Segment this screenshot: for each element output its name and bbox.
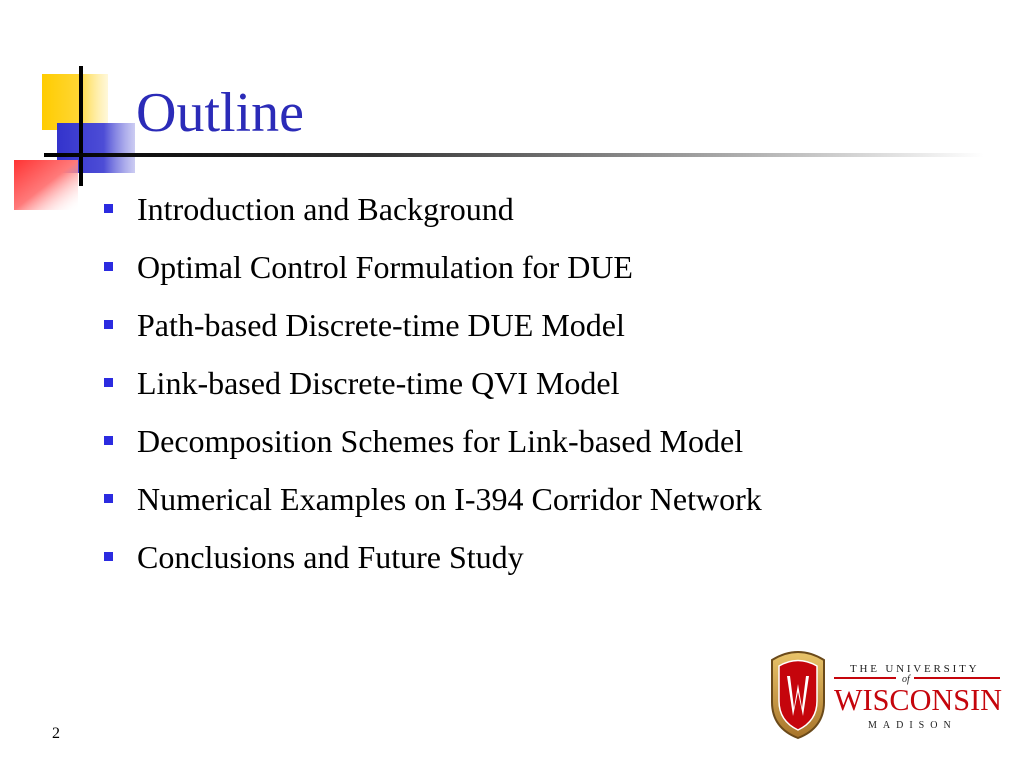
outline-item <box>100 363 790 403</box>
outline-item <box>100 479 790 519</box>
outline-item-text: Conclusions and Future Study <box>137 539 524 575</box>
outline-item-text: Decomposition Schemes for Link-based Model <box>137 423 744 459</box>
outline-item-text: Link-based Discrete-time QVI Model <box>137 365 620 401</box>
logo-line-madison: MADISON <box>868 720 957 731</box>
slide-title: Outline <box>136 82 304 144</box>
crest-icon <box>772 652 824 738</box>
logo-rule-left <box>834 677 896 679</box>
square-bullet-icon <box>104 436 113 445</box>
uw-madison-logo <box>768 646 1008 742</box>
square-bullet-icon <box>104 378 113 387</box>
square-bullet-icon <box>104 320 113 329</box>
outline-item-text: Path-based Discrete-time DUE Model <box>137 307 625 343</box>
logo-line-university: THE UNIVERSITY <box>850 663 980 675</box>
outline-item <box>100 189 790 229</box>
outline-item-text: Numerical Examples on I-394 Corridor Network <box>137 481 762 517</box>
vertical-rule <box>79 66 83 186</box>
yellow-square <box>42 74 108 130</box>
outline-item <box>100 537 790 577</box>
square-bullet-icon <box>104 204 113 213</box>
logo-rule-right <box>914 677 1000 679</box>
page-number: 2 <box>52 725 60 742</box>
outline-list <box>100 189 790 595</box>
outline-item <box>100 421 790 461</box>
outline-item <box>100 305 790 345</box>
logo-line-wisconsin: WISCONSIN <box>834 682 1002 717</box>
logo-line-of: of <box>902 674 910 685</box>
outline-item <box>100 247 790 287</box>
outline-item-text: Introduction and Background <box>137 191 514 227</box>
outline-item-text: Optimal Control Formulation for DUE <box>137 249 633 285</box>
square-bullet-icon <box>104 262 113 271</box>
red-square <box>14 160 78 210</box>
square-bullet-icon <box>104 552 113 561</box>
title-underline <box>44 153 984 157</box>
square-bullet-icon <box>104 494 113 503</box>
